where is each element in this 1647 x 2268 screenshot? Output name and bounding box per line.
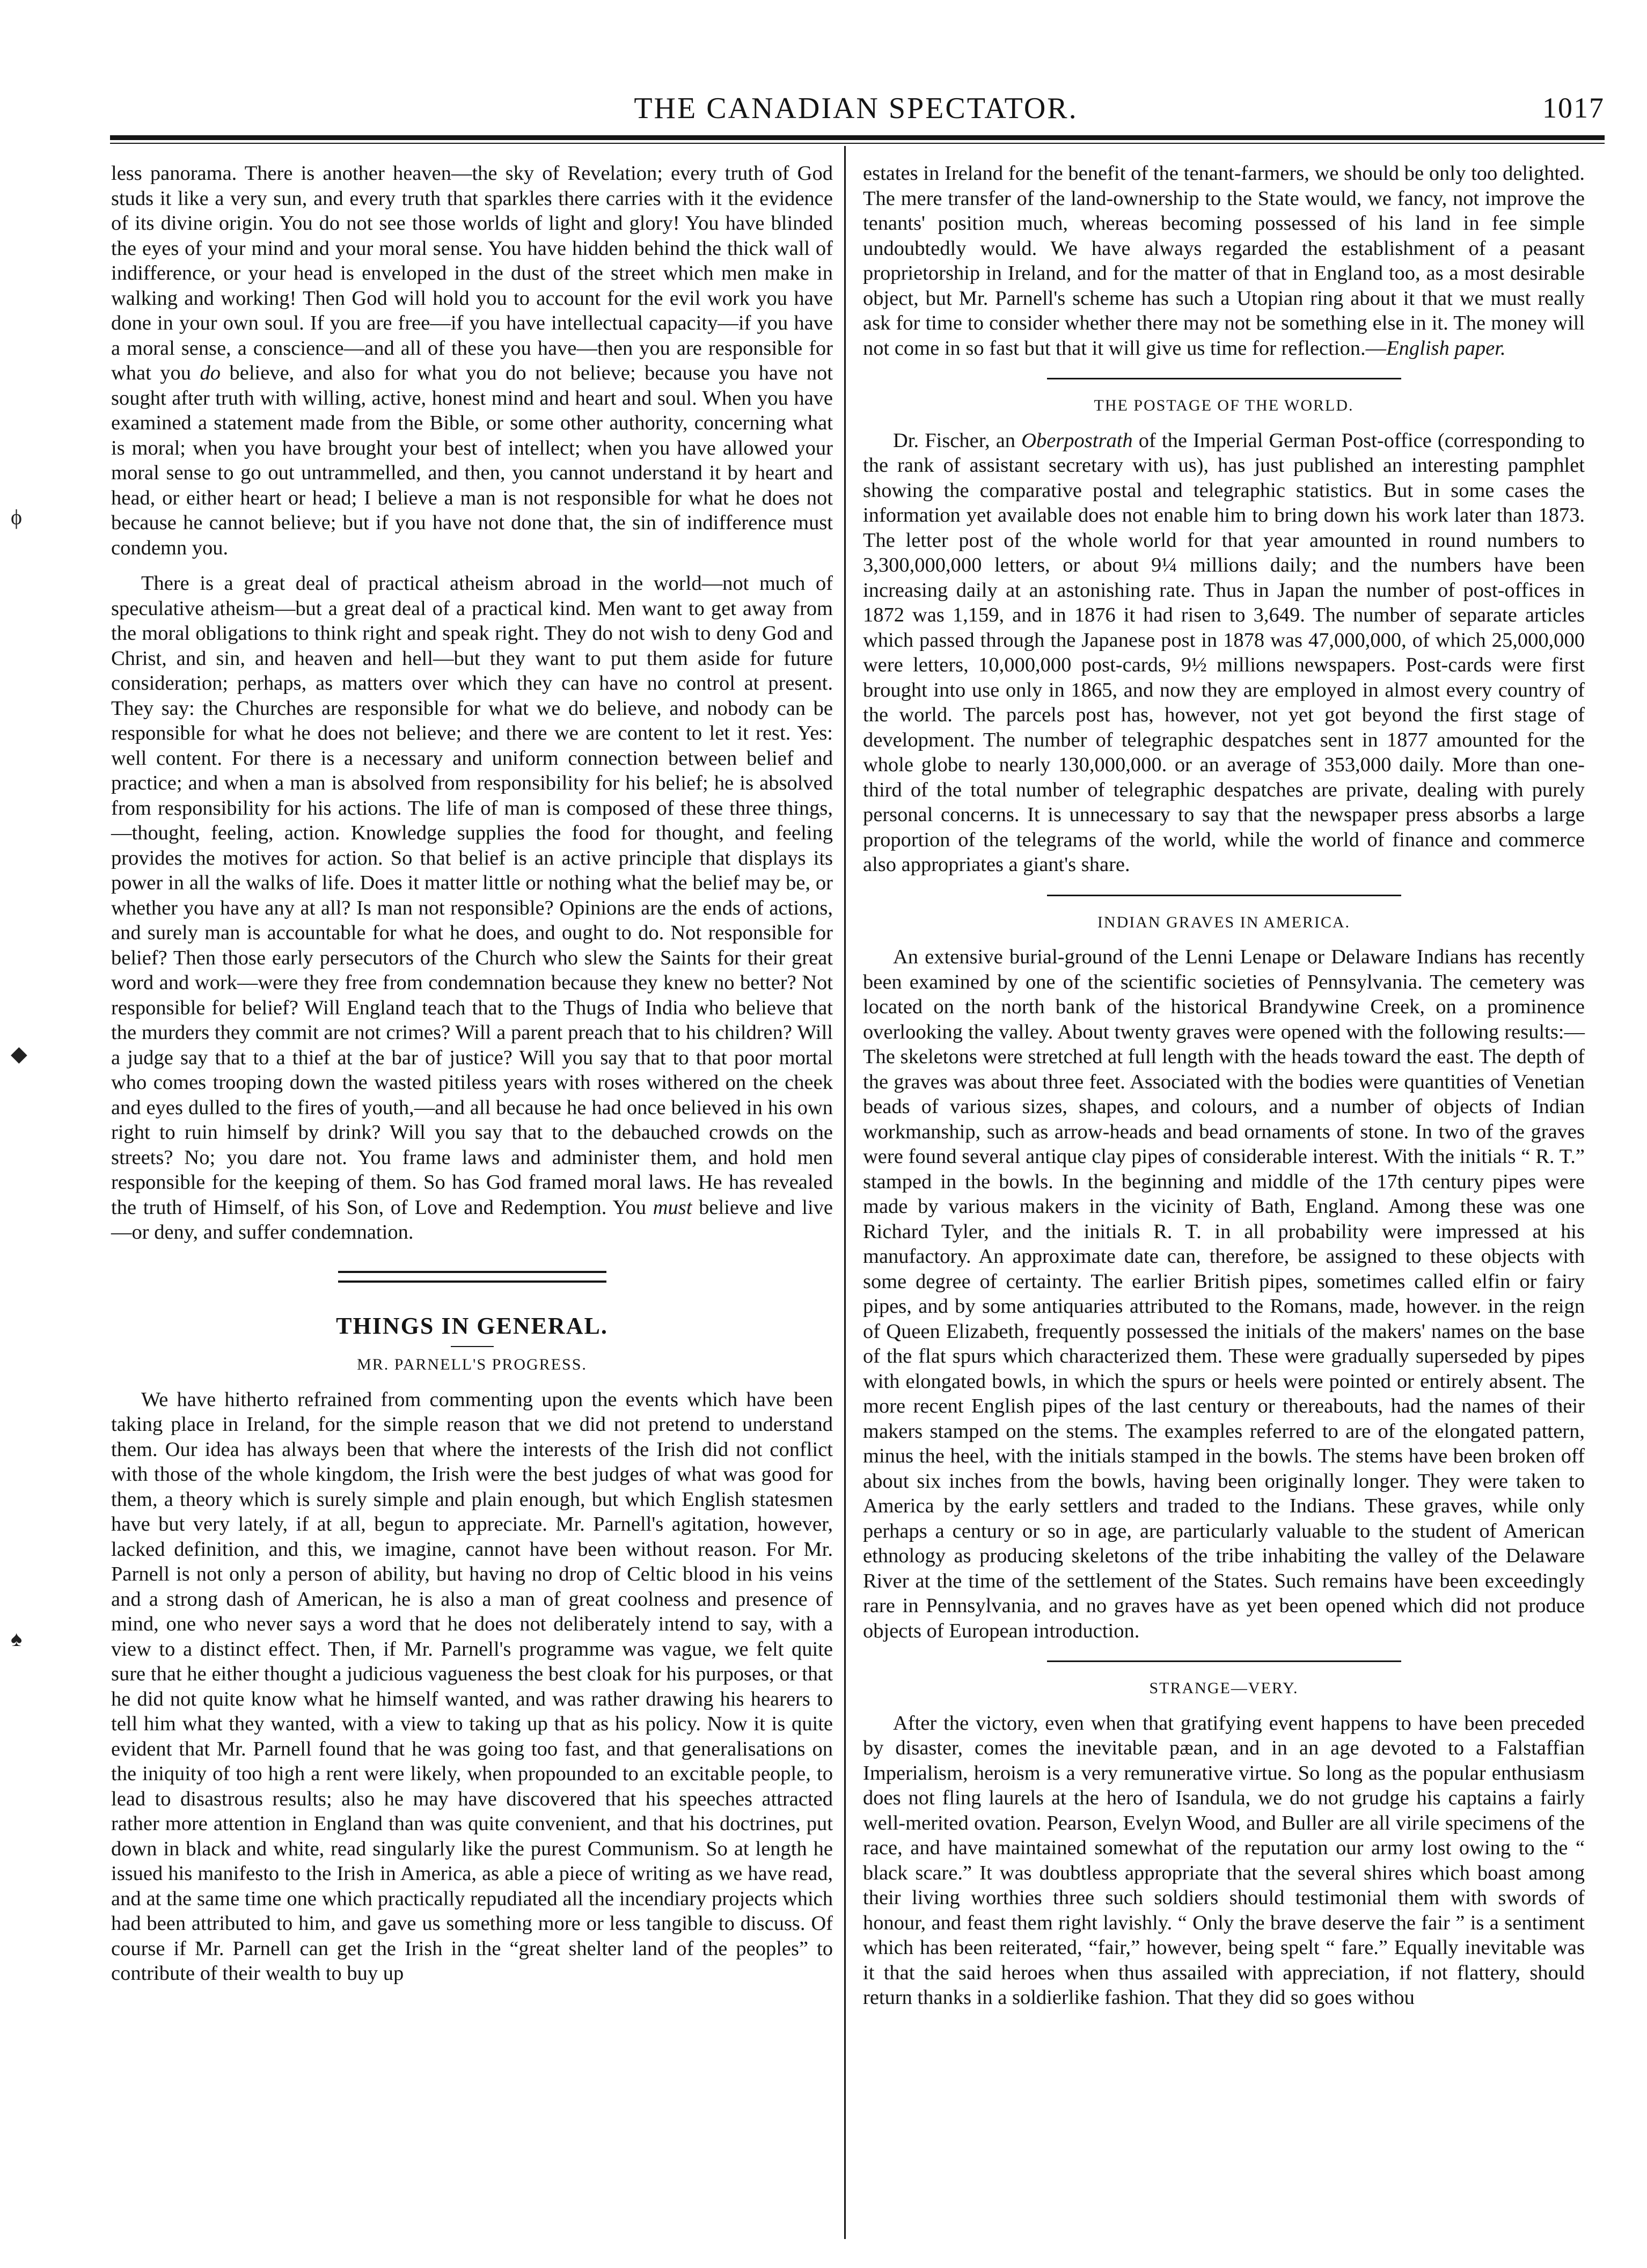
section-title: THINGS IN GENERAL. — [336, 1312, 608, 1339]
article-paragraph: We have hitherto refrained from commenting upon the events which have been taking place in Ireland, for the simple reason that we did not pretend to understand them. Our idea has always been that where the interests of the Irish did not conflict with those of the whole kingdom, the Irish were the best judges of what was good for them, a theory which is surely simple and plain enough, but which English statesmen have but very lately, if at all, begun to appreciate. Mr. Parnell's agitation, however, lacked definition, and this, we imagine, cannot have been without reason. For Mr. Parnell is not only a person of ability, but having no drop of Celtic blood in his veins and a strong dash of American, he is also a man of great coolness and presence of mind, one who never says a word that he does not deliberately intend to say, with a view to a distinct effect. Then, if Mr. Parnell's programme was vague, we felt quite sure that he either thought a judicious vagueness the best cloak for his purposes, or that he did not quite know what he himself wanted, and was rather drawing his hearers to tell him what they wanted, with a view to taking up that as his policy. Now it is quite evident that Mr. Parnell found that he was going too fast, and that generalisations on the iniquity of too high a rent were likely, when propounded to an excitable people, to lead to disastrous results; also he may have discovered that his speeches attracted rather more attention in England than was quite convenient, and that his doctrines, put down in black and white, read singularly like the purest Communism. So at length he issued his manifesto to the Irish in America, as able a piece of writing as we have read, and at the same time one which practically repudiated all the incendiary projects which had been attributed to him, and gave us something more or less tangible to discuss. Of course if Mr. Parnell can get the Irish in the “great shelter land of the peoples” to contribute of their wealth to buy up — [111, 1388, 833, 1985]
title-rule — [451, 1346, 494, 1347]
section-divider — [338, 1271, 606, 1283]
article-paragraph: There is a great deal of practical atheism abroad in the world—not much of speculative atheism—but a great deal of a practical kind. Men want to get away from the moral obligations to think right and speak right. They do not wish to deny God and Christ, and sin, and heaven and hell—but they want to put them aside for future consideration; perhaps, as matters over which they can have no control at present. They say: the Churches are responsible for what we do believe, and nobody can be responsible for what he does not believe; and there we are content to let it rest. Yes: well content. For there is a necessary and uniform connection between belief and practice; and when a man is absolved from responsibility for his belief; he is absolved from responsibility for his actions. The life of man is composed of these three things,—thought, feeling, action. Knowledge supplies the food for thought, and feeling provides the motives for action. So that belief is an active principle that displays its power in all the walks of life. Does it matter little or nothing what the belief may be, or whether you have any at all? Is man not responsible? Opinions are the ends of actions, and surely man is accountable for what he does, and ought to do. Not responsible for belief? Then those early persecutors of the Church who slew the Saints for their great word and work—were they free from condemnation because they knew no better? Not responsible for belief? Will England teach that to the Thugs of India who believe that the murders they commit are not crimes? Will a parent preach that to his children? Will a judge say that to a thief at the bar of justice? Will you say that to that poor mortal who comes trooping down the wasted pitiless years with roses withered on the cheek and eyes dulled to the fires of youth,—and all because he had once believed in his own right to ruin himself by drink? Will you say that to the debauched crowds on the streets? No; you dare not. You frame laws and administer them, and hold men responsible for the keeping of them. So has God framed moral laws. He has revealed the truth of Himself, of his Son, of Love and Redemption. You must believe and live —or deny, and suffer condemnation. — [111, 572, 833, 1243]
column-divider — [844, 146, 846, 2239]
article-paragraph: less panorama. There is another heaven—the sky of Revelation; every truth of God studs it like a very sun, and every truth that sparkles there carries with it the evidence of its divine origin. You do not see those worlds of light and glory! You have blinded the eyes of your mind and your moral sense. You have hidden behind the thick wall of indifference, or your head is enveloped in the dust of the street which men make in walking and working! Then God will hold you to account for the evil work you have done in your own soul. If you are free—if you have intellectual capacity—if you have a moral sense, a conscience—and all of these you have—then you are responsible for what you do believe, and also for what you do not believe; because you have not sought after truth with willing, active, honest mind and heart and soul. When you have examined a statement made from the Bible, or some other authority, concerning what is moral; when you have brought your best of intellect; when you have allowed your moral sense to go out untrammelled, and then, you cannot understand it by heart and head, or either heart or head; I believe a man is not responsible for what he does not because he cannot believe; but if you have not done that, the sin of indifference must condemn you. — [111, 162, 833, 559]
left-column — [111, 161, 833, 1986]
margin-mark-icon: ♠ — [11, 1627, 23, 1651]
header-rule-thick — [110, 135, 1605, 140]
article-paragraph: An extensive burial-ground of the Lenni Lenape or Delaware Indians has recently been examined by one of the scientific societies of Pennsylvania. The cemetery was located on the north bank of the historical Brandywine Creek, on a prominence overlooking the valley. About twenty graves were opened with the following results:—The skeletons were stretched at full length with the heads toward the east. The depth of the graves was about three feet. Associated with the bodies were quantities of Venetian beads of various sizes, shapes, and colours, and a number of objects of Indian workmanship, such as arrow-heads and bead ornaments of stone. In two of the graves were found several antique clay pipes of considerable interest. With the initials “ R. T.” stamped in the bowls. In the beginning and middle of the 17th century pipes were made by various makers in the vicinity of Bath, England. Among these was one Richard Tyler, and the initials R. T. in all probability were impressed at his manufactory. An approximate date can, therefore, be assigned to these objects with some degree of certainty. The earlier British pipes, sometimes called elfin or fairy pipes, and by some antiquaries attributed to the Romans, made, however. in the reign of Queen Elizabeth, frequently possessed the initials of the makers' names on the base of the flat spurs which characterized them. These were gradually superseded by pipes with elongated bowls, in which the spurs or heels were pointed or entirely absent. The more recent English pipes of the last century or thereabouts, had the names of their makers stamped on the stems. The examples referred to are of the elongated pattern, minus the heel, with the initials stamped in the bowls. The stems have been broken off about six inches from the bowls, having been originally longer. They were taken to America by the early settlers and traded to the Indians. These graves, while only perhaps a century or so in age, are particularly valuable to the student of American ethnology as producing skeletons of the tribe inhabiting the valley of the Delaware River at the time of the settlement of the States. Such remains have been exceedingly rare in Pennsylvania, and no graves have as yet been opened which did not produce objects of European introduction. — [863, 946, 1585, 1642]
article-paragraph: Dr. Fischer, an Oberpostrath of the Imperial German Post-office (corresponding to the rank of assistant secretary with us), has just published an interesting pamphlet showing the comparative postal and telegraphic statistics. But in some cases the information yet available does not enable him to bring down his work later than 1873. The letter post of the whole world for that year amounted in round numbers to 3,300,000,000 letters, or about 9¼ millions daily; and the numbers have been increasing daily at an astonishing rate. Thus in Japan the number of post-offices in 1872 was 1,159, and in 1876 it had risen to 3,649. The number of separate articles which passed through the Japanese post in 1878 was 47,000,000, of which 25,000,000 were letters, 10,000,000 post-cards, 9½ millions newspapers. Post-cards were first brought into use only in 1865, and now they are employed in almost every country of the world. The parcels post has, however, not yet got beyond the first stage of development. The number of telegraphic despatches sent in 1877 amounted for the whole globe to nearly 130,000,000. or an average of 353,000 daily. More than one-third of the total number of telegraphic despatches are private, dealing with purely personal concerns. It is unnecessary to say that the newspaper press absorbs a large proportion of the telegrams of the world, while the world of finance and commerce also appropriates a giant's share. — [863, 429, 1585, 876]
article-separator — [1047, 1660, 1401, 1662]
article-separator — [1047, 378, 1401, 379]
article-paragraph: estates in Ireland for the benefit of the tenant-farmers, we should be only too delighted. The mere transfer of the land-ownership to the State would, we fancy, not improve the tenants' position much, whereas becoming possessed of his land in fee simple undoubtedly would. We have always regarded the establishment of a peasant proprietorship in Ireland, and for the matter of that in England too, as a most desirable object, but Mr. Parnell's scheme has such a Utopian ring about it that we must really ask for time to consider whether there may not be something else in it. The money will not come in so fast but that it will give us time for reflection.—English paper. — [863, 162, 1585, 360]
margin-mark-icon: ϕ — [11, 505, 23, 529]
article-heading: INDIAN GRAVES IN AMERICA. — [1097, 913, 1351, 931]
publication-title: THE CANADIAN SPECTATOR. — [634, 92, 1078, 125]
article-heading: STRANGE—VERY. — [1149, 1679, 1299, 1697]
header-rule-thin — [110, 143, 1605, 144]
page-number: 1017 — [1542, 92, 1605, 124]
article-heading: MR. PARNELL'S PROGRESS. — [357, 1356, 587, 1373]
article-separator — [1047, 895, 1401, 896]
masthead — [107, 91, 1605, 134]
article-heading: THE POSTAGE OF THE WORLD. — [1094, 397, 1354, 414]
right-column — [863, 161, 1585, 2010]
article-paragraph: After the victory, even when that gratifying event happens to have been preceded by disaster, comes the inevitable pæan, and in an age devoted to a Falstaffian Imperialism, heroism is a very remunerative virtue. So long as the popular enthusiasm does not fling laurels at the hero of Isandula, we do not grudge his captains a fairly well-merited ovation. Pearson, Evelyn Wood, and Buller are all virile specimens of the race, and have maintained somewhat of the reputation our army lost owing to the “ black scare.” It was doubtless appropriate that the several shires which boast among their living worthies three such soldiers should testimonial them with swords of honour, and feast them right lavishly. “ Only the brave deserve the fair ” is a sentiment which has been reiterated, “fair,” however, being spelt “ fare.” Equally inevitable was it that the said heroes when thus assailed with appreciation, if not flattery, should return thanks in a soldierlike fashion. That they did so goes withou — [863, 1711, 1585, 2009]
margin-mark-icon: ◆ — [11, 1042, 27, 1066]
